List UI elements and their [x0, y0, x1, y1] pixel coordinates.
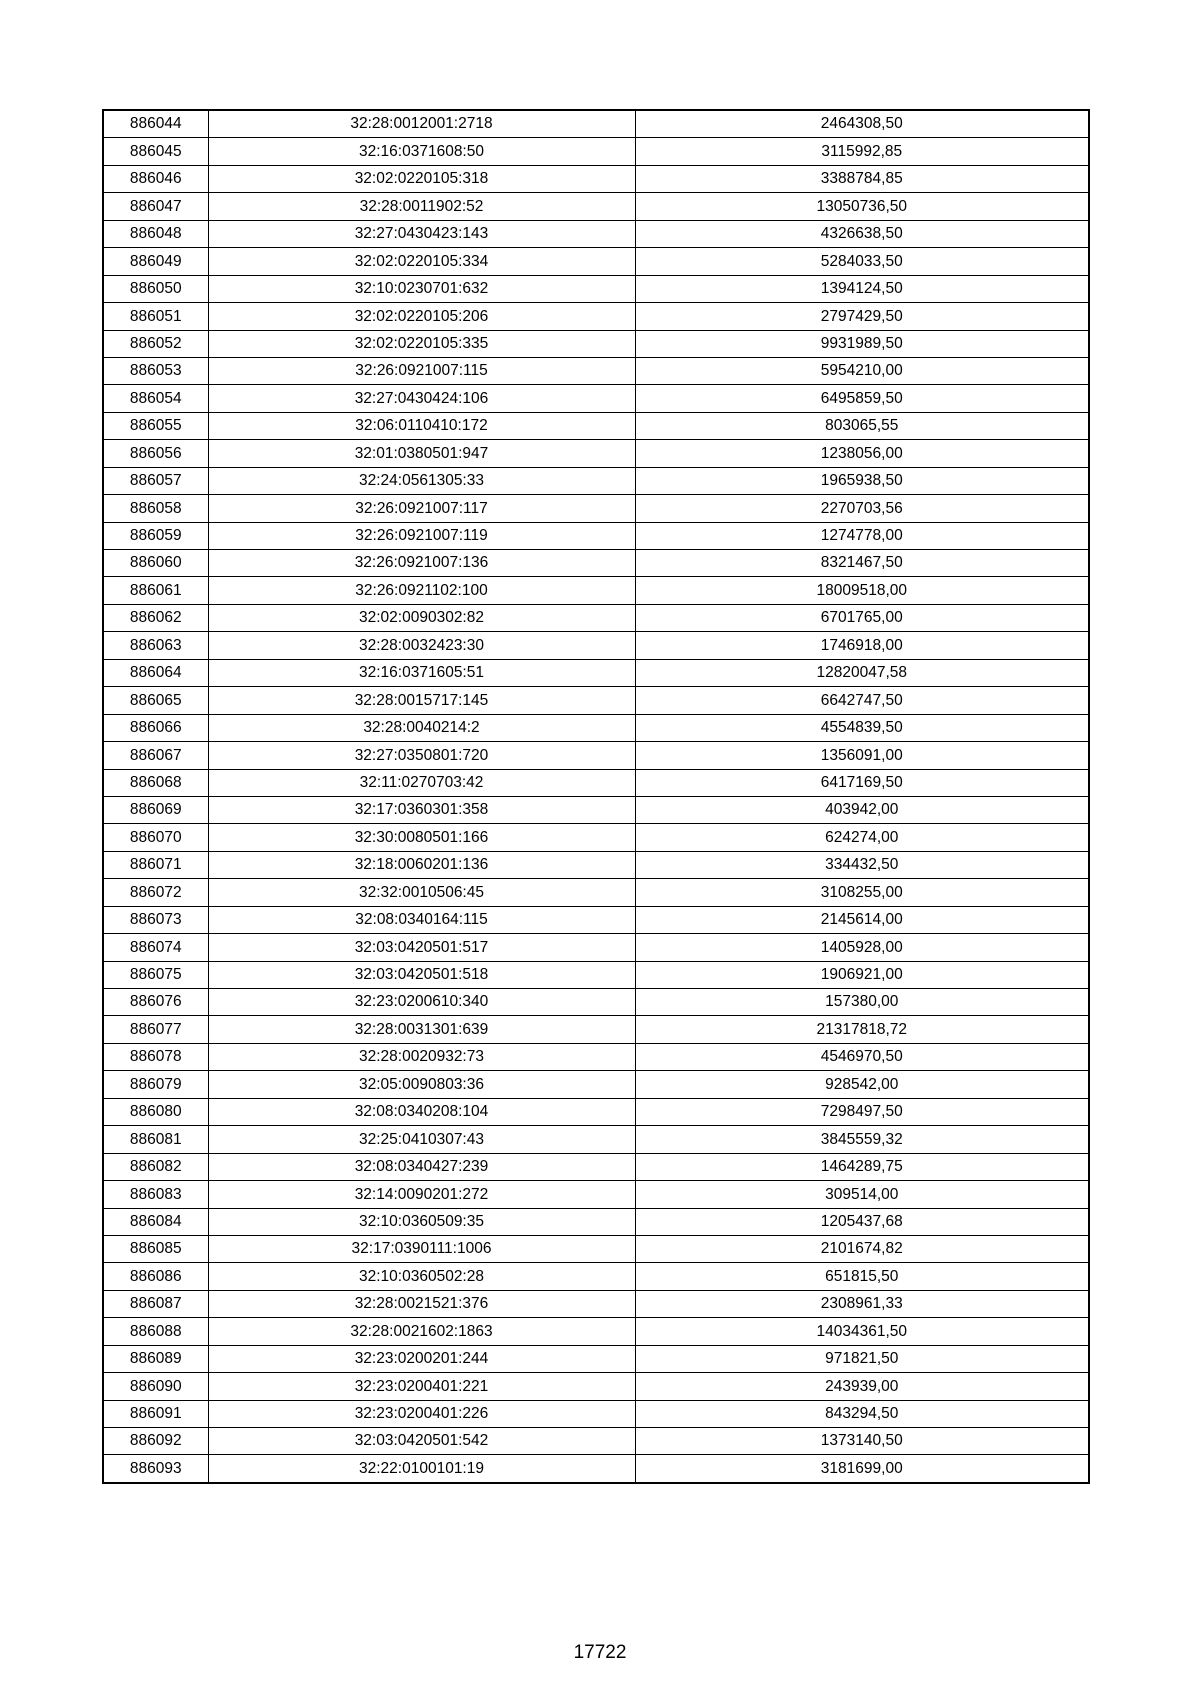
cadastral-number-cell: 32:02:0090302:82: [208, 604, 635, 631]
table-row: [103, 632, 1089, 659]
row-number-cell: 886044: [103, 110, 208, 138]
value-cell: 4326638,50: [635, 220, 1089, 247]
row-number-cell: 886061: [103, 577, 208, 604]
row-number-cell: 886087: [103, 1290, 208, 1317]
row-number-cell: 886054: [103, 385, 208, 412]
value-cell: 803065,55: [635, 412, 1089, 439]
cadastral-number-cell: 32:11:0270703:42: [208, 769, 635, 796]
table-row: [103, 495, 1089, 522]
cadastral-number-cell: 32:32:0010506:45: [208, 879, 635, 906]
cadastral-number-cell: 32:27:0350801:720: [208, 742, 635, 769]
cadastral-number-cell: 32:06:0110410:172: [208, 412, 635, 439]
cadastral-number-cell: 32:28:0012001:2718: [208, 110, 635, 138]
cadastral-number-cell: 32:02:0220105:334: [208, 248, 635, 275]
row-number-cell: 886060: [103, 550, 208, 577]
table-row: [103, 1235, 1089, 1262]
row-number-cell: 886058: [103, 495, 208, 522]
table-row: [103, 1263, 1089, 1290]
row-number-cell: 886084: [103, 1208, 208, 1235]
row-number-cell: 886067: [103, 742, 208, 769]
table-row: [103, 1153, 1089, 1180]
cadastral-number-cell: 32:25:0410307:43: [208, 1126, 635, 1153]
value-cell: 21317818,72: [635, 1016, 1089, 1043]
table-row: [103, 467, 1089, 494]
cadastral-number-cell: 32:28:0020932:73: [208, 1043, 635, 1070]
page-number: 17722: [573, 1642, 627, 1663]
value-cell: 1405928,00: [635, 934, 1089, 961]
table-row: [103, 412, 1089, 439]
table-row: [103, 1043, 1089, 1070]
value-cell: 2308961,33: [635, 1290, 1089, 1317]
value-cell: 1394124,50: [635, 275, 1089, 302]
row-number-cell: 886088: [103, 1318, 208, 1345]
cadastral-number-cell: 32:26:0921007:119: [208, 522, 635, 549]
table-row: [103, 742, 1089, 769]
table-row: [103, 522, 1089, 549]
cadastral-number-cell: 32:17:0390111:1006: [208, 1235, 635, 1262]
value-cell: 2464308,50: [635, 110, 1089, 138]
row-number-cell: 886078: [103, 1043, 208, 1070]
value-cell: 2797429,50: [635, 303, 1089, 330]
row-number-cell: 886073: [103, 906, 208, 933]
table-row: [103, 1016, 1089, 1043]
value-cell: 1965938,50: [635, 467, 1089, 494]
table-row: [103, 824, 1089, 851]
table-row: [103, 165, 1089, 192]
row-number-cell: 886068: [103, 769, 208, 796]
value-cell: 1205437,68: [635, 1208, 1089, 1235]
cadastral-number-cell: 32:26:0921007:115: [208, 357, 635, 384]
table-row: [103, 1098, 1089, 1125]
value-cell: 3845559,32: [635, 1126, 1089, 1153]
cadastral-number-cell: 32:28:0021521:376: [208, 1290, 635, 1317]
row-number-cell: 886051: [103, 303, 208, 330]
cadastral-number-cell: 32:22:0100101:19: [208, 1455, 635, 1483]
value-cell: 3388784,85: [635, 165, 1089, 192]
table-row: [103, 604, 1089, 631]
row-number-cell: 886077: [103, 1016, 208, 1043]
row-number-cell: 886057: [103, 467, 208, 494]
table-row: [103, 385, 1089, 412]
table-row: [103, 1345, 1089, 1372]
row-number-cell: 886070: [103, 824, 208, 851]
value-cell: 2101674,82: [635, 1235, 1089, 1262]
row-number-cell: 886080: [103, 1098, 208, 1125]
cadastral-number-cell: 32:23:0200201:244: [208, 1345, 635, 1372]
table-row: [103, 851, 1089, 878]
cadastral-number-cell: 32:02:0220105:206: [208, 303, 635, 330]
table-row: [103, 220, 1089, 247]
cadastral-number-cell: 32:28:0015717:145: [208, 687, 635, 714]
row-number-cell: 886063: [103, 632, 208, 659]
cadastral-number-cell: 32:23:0200401:221: [208, 1373, 635, 1400]
cadastral-number-cell: 32:26:0921102:100: [208, 577, 635, 604]
table-row: [103, 769, 1089, 796]
table-row: [103, 138, 1089, 165]
table-row: [103, 1126, 1089, 1153]
table-row: [103, 687, 1089, 714]
row-number-cell: 886079: [103, 1071, 208, 1098]
table-row: [103, 796, 1089, 823]
value-cell: 13050736,50: [635, 193, 1089, 220]
table-row: [103, 906, 1089, 933]
value-cell: 6642747,50: [635, 687, 1089, 714]
table-row: [103, 357, 1089, 384]
value-cell: 309514,00: [635, 1181, 1089, 1208]
value-cell: 3181699,00: [635, 1455, 1089, 1483]
table-row: [103, 1373, 1089, 1400]
table-row: [103, 1455, 1089, 1483]
value-cell: 7298497,50: [635, 1098, 1089, 1125]
cadastral-number-cell: 32:14:0090201:272: [208, 1181, 635, 1208]
row-number-cell: 886046: [103, 165, 208, 192]
value-cell: 971821,50: [635, 1345, 1089, 1372]
value-cell: 8321467,50: [635, 550, 1089, 577]
cadastral-number-cell: 32:16:0371605:51: [208, 659, 635, 686]
table-row: [103, 1071, 1089, 1098]
cadastral-number-cell: 32:08:0340427:239: [208, 1153, 635, 1180]
cadastral-number-cell: 32:17:0360301:358: [208, 796, 635, 823]
table-row: [103, 248, 1089, 275]
value-cell: 843294,50: [635, 1400, 1089, 1427]
value-cell: 6701765,00: [635, 604, 1089, 631]
value-cell: 624274,00: [635, 824, 1089, 851]
cadastral-number-cell: 32:01:0380501:947: [208, 440, 635, 467]
row-number-cell: 886065: [103, 687, 208, 714]
value-cell: 1464289,75: [635, 1153, 1089, 1180]
cadastral-number-cell: 32:26:0921007:117: [208, 495, 635, 522]
value-cell: 1238056,00: [635, 440, 1089, 467]
cadastral-number-cell: 32:27:0430424:106: [208, 385, 635, 412]
value-cell: 4554839,50: [635, 714, 1089, 741]
value-cell: 1356091,00: [635, 742, 1089, 769]
row-number-cell: 886085: [103, 1235, 208, 1262]
value-cell: 243939,00: [635, 1373, 1089, 1400]
table-row: [103, 550, 1089, 577]
table-row: [103, 577, 1089, 604]
value-cell: 5954210,00: [635, 357, 1089, 384]
cadastral-number-cell: 32:28:0011902:52: [208, 193, 635, 220]
cadastral-number-cell: 32:05:0090803:36: [208, 1071, 635, 1098]
row-number-cell: 886071: [103, 851, 208, 878]
table-row: [103, 1318, 1089, 1345]
table-row: [103, 879, 1089, 906]
value-cell: 1746918,00: [635, 632, 1089, 659]
cadastral-number-cell: 32:28:0032423:30: [208, 632, 635, 659]
cadastral-number-cell: 32:02:0220105:318: [208, 165, 635, 192]
table-row: [103, 1208, 1089, 1235]
cadastral-number-cell: 32:23:0200401:226: [208, 1400, 635, 1427]
row-number-cell: 886056: [103, 440, 208, 467]
row-number-cell: 886066: [103, 714, 208, 741]
value-cell: 334432,50: [635, 851, 1089, 878]
value-cell: 12820047,58: [635, 659, 1089, 686]
table-row: [103, 989, 1089, 1016]
value-cell: 2145614,00: [635, 906, 1089, 933]
row-number-cell: 886069: [103, 796, 208, 823]
value-cell: 403942,00: [635, 796, 1089, 823]
value-cell: 3108255,00: [635, 879, 1089, 906]
value-cell: 1373140,50: [635, 1428, 1089, 1455]
row-number-cell: 886048: [103, 220, 208, 247]
table-row: [103, 934, 1089, 961]
row-number-cell: 886076: [103, 989, 208, 1016]
value-cell: 157380,00: [635, 989, 1089, 1016]
value-cell: 4546970,50: [635, 1043, 1089, 1070]
value-cell: 14034361,50: [635, 1318, 1089, 1345]
row-number-cell: 886049: [103, 248, 208, 275]
row-number-cell: 886086: [103, 1263, 208, 1290]
table-body: [103, 110, 1089, 1483]
table-row: [103, 1290, 1089, 1317]
value-cell: 3115992,85: [635, 138, 1089, 165]
table-row: [103, 440, 1089, 467]
row-number-cell: 886089: [103, 1345, 208, 1372]
cadastral-number-cell: 32:24:0561305:33: [208, 467, 635, 494]
row-number-cell: 886074: [103, 934, 208, 961]
row-number-cell: 886090: [103, 1373, 208, 1400]
cadastral-number-cell: 32:02:0220105:335: [208, 330, 635, 357]
cadastral-number-cell: 32:18:0060201:136: [208, 851, 635, 878]
table-row: [103, 1400, 1089, 1427]
cadastral-number-cell: 32:03:0420501:518: [208, 961, 635, 988]
row-number-cell: 886082: [103, 1153, 208, 1180]
table-row: [103, 193, 1089, 220]
value-cell: 5284033,50: [635, 248, 1089, 275]
row-number-cell: 886047: [103, 193, 208, 220]
value-cell: 651815,50: [635, 1263, 1089, 1290]
row-number-cell: 886053: [103, 357, 208, 384]
cadastral-number-cell: 32:16:0371608:50: [208, 138, 635, 165]
table-row: [103, 330, 1089, 357]
cadastral-number-cell: 32:08:0340164:115: [208, 906, 635, 933]
cadastral-number-cell: 32:23:0200610:340: [208, 989, 635, 1016]
cadastral-number-cell: 32:10:0360502:28: [208, 1263, 635, 1290]
value-cell: 18009518,00: [635, 577, 1089, 604]
row-number-cell: 886052: [103, 330, 208, 357]
value-cell: 2270703,56: [635, 495, 1089, 522]
row-number-cell: 886075: [103, 961, 208, 988]
table-row: [103, 110, 1089, 138]
row-number-cell: 886055: [103, 412, 208, 439]
row-number-cell: 886092: [103, 1428, 208, 1455]
row-number-cell: 886059: [103, 522, 208, 549]
value-cell: 9931989,50: [635, 330, 1089, 357]
value-cell: 1906921,00: [635, 961, 1089, 988]
row-number-cell: 886093: [103, 1455, 208, 1483]
row-number-cell: 886050: [103, 275, 208, 302]
cadastral-number-cell: 32:03:0420501:542: [208, 1428, 635, 1455]
value-cell: 928542,00: [635, 1071, 1089, 1098]
table-row: [103, 659, 1089, 686]
table-row: [103, 303, 1089, 330]
row-number-cell: 886083: [103, 1181, 208, 1208]
table-row: [103, 1428, 1089, 1455]
cadastral-number-cell: 32:28:0040214:2: [208, 714, 635, 741]
cadastral-number-cell: 32:10:0360509:35: [208, 1208, 635, 1235]
row-number-cell: 886045: [103, 138, 208, 165]
cadastral-number-cell: 32:08:0340208:104: [208, 1098, 635, 1125]
cadastral-number-cell: 32:28:0031301:639: [208, 1016, 635, 1043]
table-row: [103, 275, 1089, 302]
cadastral-number-cell: 32:10:0230701:632: [208, 275, 635, 302]
table-row: [103, 714, 1089, 741]
cadastral-number-cell: 32:26:0921007:136: [208, 550, 635, 577]
cadastral-number-cell: 32:27:0430423:143: [208, 220, 635, 247]
row-number-cell: 886072: [103, 879, 208, 906]
value-cell: 6417169,50: [635, 769, 1089, 796]
row-number-cell: 886062: [103, 604, 208, 631]
value-cell: 1274778,00: [635, 522, 1089, 549]
data-table: [102, 109, 1090, 1484]
table-row: [103, 961, 1089, 988]
value-cell: 6495859,50: [635, 385, 1089, 412]
row-number-cell: 886064: [103, 659, 208, 686]
cadastral-number-cell: 32:03:0420501:517: [208, 934, 635, 961]
cadastral-number-cell: 32:30:0080501:166: [208, 824, 635, 851]
row-number-cell: 886081: [103, 1126, 208, 1153]
cadastral-number-cell: 32:28:0021602:1863: [208, 1318, 635, 1345]
table-row: [103, 1181, 1089, 1208]
row-number-cell: 886091: [103, 1400, 208, 1427]
